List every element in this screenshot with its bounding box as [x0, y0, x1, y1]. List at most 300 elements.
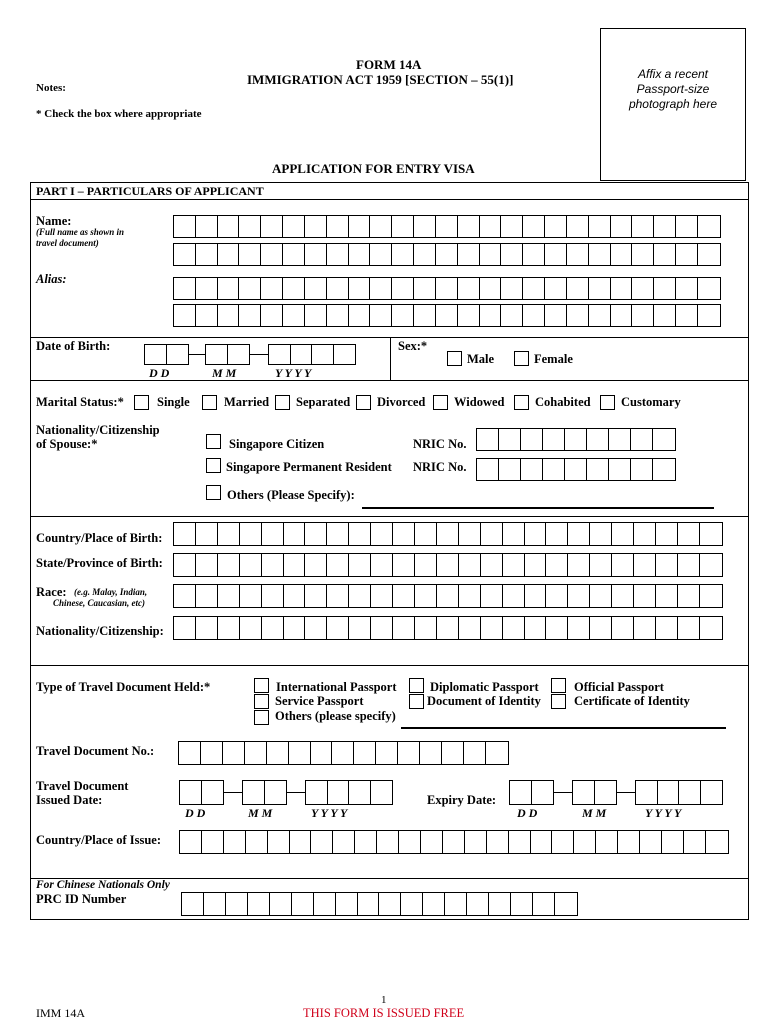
- char-cell[interactable]: [632, 305, 654, 326]
- char-cell[interactable]: [684, 831, 706, 853]
- char-cell[interactable]: [393, 554, 415, 576]
- state-of-birth-field[interactable]: [173, 553, 723, 577]
- char-cell[interactable]: [458, 278, 480, 299]
- char-cell[interactable]: [565, 429, 587, 450]
- spouse-pr-nric-field[interactable]: [476, 458, 676, 481]
- char-cell[interactable]: [224, 831, 246, 853]
- char-cell[interactable]: [567, 244, 589, 265]
- char-cell[interactable]: [174, 523, 196, 545]
- char-cell[interactable]: [270, 893, 292, 915]
- char-cell[interactable]: [634, 585, 656, 607]
- char-cell[interactable]: [700, 585, 722, 607]
- char-cell[interactable]: [587, 459, 609, 480]
- char-cell[interactable]: [437, 617, 459, 639]
- char-cell[interactable]: [568, 585, 590, 607]
- char-cell[interactable]: [145, 345, 167, 364]
- char-cell[interactable]: [393, 585, 415, 607]
- char-cell[interactable]: [196, 244, 218, 265]
- doc-certificate-checkbox[interactable]: [551, 694, 566, 709]
- doc-identity-checkbox[interactable]: [409, 694, 424, 709]
- char-cell[interactable]: [459, 617, 481, 639]
- char-cell[interactable]: [268, 831, 290, 853]
- char-cell[interactable]: [589, 244, 611, 265]
- char-cell[interactable]: [196, 585, 218, 607]
- char-cell[interactable]: [196, 554, 218, 576]
- char-cell[interactable]: [700, 617, 722, 639]
- char-cell[interactable]: [248, 893, 270, 915]
- char-cell[interactable]: [196, 617, 218, 639]
- char-cell[interactable]: [612, 523, 634, 545]
- char-cell[interactable]: [654, 216, 676, 237]
- char-cell[interactable]: [371, 554, 393, 576]
- issued-day-field[interactable]: [179, 780, 224, 805]
- char-cell[interactable]: [545, 244, 567, 265]
- char-cell[interactable]: [377, 831, 399, 853]
- char-cell[interactable]: [503, 617, 525, 639]
- char-cell[interactable]: [334, 345, 356, 364]
- expiry-month-field[interactable]: [572, 780, 617, 805]
- nationality-field[interactable]: [173, 616, 723, 640]
- char-cell[interactable]: [196, 216, 218, 237]
- char-cell[interactable]: [632, 278, 654, 299]
- char-cell[interactable]: [284, 617, 306, 639]
- char-cell[interactable]: [379, 893, 401, 915]
- char-cell[interactable]: [631, 429, 653, 450]
- char-cell[interactable]: [525, 617, 547, 639]
- char-cell[interactable]: [436, 305, 458, 326]
- char-cell[interactable]: [458, 305, 480, 326]
- char-cell[interactable]: [196, 523, 218, 545]
- char-cell[interactable]: [589, 216, 611, 237]
- char-cell[interactable]: [262, 585, 284, 607]
- char-cell[interactable]: [269, 345, 291, 364]
- char-cell[interactable]: [503, 585, 525, 607]
- char-cell[interactable]: [218, 523, 240, 545]
- char-cell[interactable]: [567, 278, 589, 299]
- char-cell[interactable]: [240, 554, 262, 576]
- char-cell[interactable]: [611, 305, 633, 326]
- char-cell[interactable]: [706, 831, 728, 853]
- char-cell[interactable]: [654, 244, 676, 265]
- char-cell[interactable]: [218, 305, 240, 326]
- char-cell[interactable]: [371, 585, 393, 607]
- char-cell[interactable]: [437, 585, 459, 607]
- char-cell[interactable]: [590, 523, 612, 545]
- char-cell[interactable]: [618, 831, 640, 853]
- char-cell[interactable]: [311, 831, 333, 853]
- char-cell[interactable]: [634, 617, 656, 639]
- char-cell[interactable]: [283, 244, 305, 265]
- char-cell[interactable]: [611, 216, 633, 237]
- char-cell[interactable]: [467, 893, 489, 915]
- char-cell[interactable]: [573, 781, 595, 804]
- char-cell[interactable]: [292, 893, 314, 915]
- char-cell[interactable]: [459, 554, 481, 576]
- char-cell[interactable]: [436, 244, 458, 265]
- char-cell[interactable]: [376, 742, 398, 764]
- char-cell[interactable]: [596, 831, 618, 853]
- char-cell[interactable]: [523, 278, 545, 299]
- char-cell[interactable]: [589, 278, 611, 299]
- char-cell[interactable]: [523, 305, 545, 326]
- alias-field-line-2[interactable]: [173, 304, 721, 327]
- char-cell[interactable]: [458, 244, 480, 265]
- char-cell[interactable]: [590, 617, 612, 639]
- char-cell[interactable]: [609, 459, 631, 480]
- marital-married-checkbox[interactable]: [202, 395, 217, 410]
- char-cell[interactable]: [201, 742, 223, 764]
- char-cell[interactable]: [499, 459, 521, 480]
- char-cell[interactable]: [546, 523, 568, 545]
- char-cell[interactable]: [245, 742, 267, 764]
- char-cell[interactable]: [501, 305, 523, 326]
- char-cell[interactable]: [545, 278, 567, 299]
- char-cell[interactable]: [370, 305, 392, 326]
- char-cell[interactable]: [283, 216, 305, 237]
- char-cell[interactable]: [174, 554, 196, 576]
- char-cell[interactable]: [312, 345, 334, 364]
- char-cell[interactable]: [658, 781, 680, 804]
- char-cell[interactable]: [182, 893, 204, 915]
- char-cell[interactable]: [392, 216, 414, 237]
- char-cell[interactable]: [698, 216, 720, 237]
- char-cell[interactable]: [284, 585, 306, 607]
- marital-single-checkbox[interactable]: [134, 395, 149, 410]
- char-cell[interactable]: [656, 523, 678, 545]
- char-cell[interactable]: [239, 278, 261, 299]
- char-cell[interactable]: [437, 523, 459, 545]
- char-cell[interactable]: [458, 216, 480, 237]
- expiry-year-field[interactable]: [635, 780, 723, 805]
- doc-others-checkbox[interactable]: [254, 710, 269, 725]
- char-cell[interactable]: [676, 216, 698, 237]
- char-cell[interactable]: [480, 216, 502, 237]
- marital-divorced-checkbox[interactable]: [356, 395, 371, 410]
- char-cell[interactable]: [612, 585, 634, 607]
- char-cell[interactable]: [525, 585, 547, 607]
- char-cell[interactable]: [609, 429, 631, 450]
- char-cell[interactable]: [415, 523, 437, 545]
- char-cell[interactable]: [355, 831, 377, 853]
- char-cell[interactable]: [477, 459, 499, 480]
- char-cell[interactable]: [327, 244, 349, 265]
- char-cell[interactable]: [284, 554, 306, 576]
- char-cell[interactable]: [545, 216, 567, 237]
- char-cell[interactable]: [174, 216, 196, 237]
- name-field-line-2[interactable]: [173, 243, 721, 266]
- char-cell[interactable]: [261, 305, 283, 326]
- char-cell[interactable]: [196, 278, 218, 299]
- spouse-others-input-line[interactable]: [362, 507, 714, 509]
- char-cell[interactable]: [436, 278, 458, 299]
- char-cell[interactable]: [442, 742, 464, 764]
- char-cell[interactable]: [180, 831, 202, 853]
- char-cell[interactable]: [283, 278, 305, 299]
- char-cell[interactable]: [634, 554, 656, 576]
- char-cell[interactable]: [611, 244, 633, 265]
- char-cell[interactable]: [262, 617, 284, 639]
- char-cell[interactable]: [511, 893, 533, 915]
- char-cell[interactable]: [499, 429, 521, 450]
- char-cell[interactable]: [414, 305, 436, 326]
- char-cell[interactable]: [415, 617, 437, 639]
- marital-cohabited-checkbox[interactable]: [514, 395, 529, 410]
- char-cell[interactable]: [349, 554, 371, 576]
- char-cell[interactable]: [206, 345, 228, 364]
- char-cell[interactable]: [327, 617, 349, 639]
- char-cell[interactable]: [464, 742, 486, 764]
- char-cell[interactable]: [262, 554, 284, 576]
- char-cell[interactable]: [436, 216, 458, 237]
- char-cell[interactable]: [291, 345, 313, 364]
- char-cell[interactable]: [239, 305, 261, 326]
- char-cell[interactable]: [509, 831, 531, 853]
- char-cell[interactable]: [336, 893, 358, 915]
- char-cell[interactable]: [568, 523, 590, 545]
- char-cell[interactable]: [239, 244, 261, 265]
- char-cell[interactable]: [174, 278, 196, 299]
- char-cell[interactable]: [393, 523, 415, 545]
- char-cell[interactable]: [481, 617, 503, 639]
- char-cell[interactable]: [174, 617, 196, 639]
- char-cell[interactable]: [349, 244, 371, 265]
- char-cell[interactable]: [218, 244, 240, 265]
- char-cell[interactable]: [196, 305, 218, 326]
- char-cell[interactable]: [698, 278, 720, 299]
- char-cell[interactable]: [481, 523, 503, 545]
- char-cell[interactable]: [546, 617, 568, 639]
- char-cell[interactable]: [486, 742, 508, 764]
- travel-doc-no-field[interactable]: [178, 741, 509, 765]
- char-cell[interactable]: [532, 781, 554, 804]
- char-cell[interactable]: [218, 617, 240, 639]
- char-cell[interactable]: [567, 216, 589, 237]
- char-cell[interactable]: [305, 305, 327, 326]
- char-cell[interactable]: [327, 216, 349, 237]
- char-cell[interactable]: [653, 429, 675, 450]
- race-field[interactable]: [173, 584, 723, 608]
- char-cell[interactable]: [228, 345, 250, 364]
- char-cell[interactable]: [437, 554, 459, 576]
- expiry-day-field[interactable]: [509, 780, 554, 805]
- char-cell[interactable]: [327, 554, 349, 576]
- char-cell[interactable]: [423, 893, 445, 915]
- char-cell[interactable]: [662, 831, 684, 853]
- dob-year-field[interactable]: [268, 344, 356, 365]
- char-cell[interactable]: [202, 781, 224, 804]
- char-cell[interactable]: [445, 893, 467, 915]
- char-cell[interactable]: [371, 781, 393, 804]
- char-cell[interactable]: [371, 523, 393, 545]
- char-cell[interactable]: [632, 244, 654, 265]
- char-cell[interactable]: [565, 459, 587, 480]
- sex-female-checkbox[interactable]: [514, 351, 529, 366]
- char-cell[interactable]: [654, 278, 676, 299]
- dob-day-field[interactable]: [144, 344, 189, 365]
- char-cell[interactable]: [202, 831, 224, 853]
- char-cell[interactable]: [480, 278, 502, 299]
- char-cell[interactable]: [634, 523, 656, 545]
- sex-male-checkbox[interactable]: [447, 351, 462, 366]
- char-cell[interactable]: [653, 459, 675, 480]
- char-cell[interactable]: [489, 893, 511, 915]
- char-cell[interactable]: [656, 554, 678, 576]
- char-cell[interactable]: [284, 523, 306, 545]
- char-cell[interactable]: [414, 216, 436, 237]
- char-cell[interactable]: [283, 305, 305, 326]
- prc-id-field[interactable]: [181, 892, 578, 916]
- char-cell[interactable]: [480, 244, 502, 265]
- char-cell[interactable]: [218, 585, 240, 607]
- char-cell[interactable]: [204, 893, 226, 915]
- doc-others-input-line[interactable]: [401, 727, 726, 729]
- char-cell[interactable]: [698, 305, 720, 326]
- char-cell[interactable]: [459, 523, 481, 545]
- char-cell[interactable]: [568, 554, 590, 576]
- char-cell[interactable]: [246, 831, 268, 853]
- char-cell[interactable]: [415, 554, 437, 576]
- char-cell[interactable]: [656, 585, 678, 607]
- char-cell[interactable]: [701, 781, 723, 804]
- char-cell[interactable]: [700, 523, 722, 545]
- char-cell[interactable]: [676, 278, 698, 299]
- char-cell[interactable]: [525, 554, 547, 576]
- char-cell[interactable]: [459, 585, 481, 607]
- char-cell[interactable]: [289, 742, 311, 764]
- char-cell[interactable]: [587, 429, 609, 450]
- char-cell[interactable]: [465, 831, 487, 853]
- char-cell[interactable]: [358, 893, 380, 915]
- char-cell[interactable]: [370, 278, 392, 299]
- char-cell[interactable]: [510, 781, 532, 804]
- char-cell[interactable]: [574, 831, 596, 853]
- char-cell[interactable]: [612, 554, 634, 576]
- char-cell[interactable]: [243, 781, 265, 804]
- country-of-birth-field[interactable]: [173, 522, 723, 546]
- marital-customary-checkbox[interactable]: [600, 395, 615, 410]
- char-cell[interactable]: [393, 617, 415, 639]
- char-cell[interactable]: [414, 278, 436, 299]
- char-cell[interactable]: [305, 278, 327, 299]
- char-cell[interactable]: [349, 617, 371, 639]
- spouse-sg-citizen-checkbox[interactable]: [206, 434, 221, 449]
- char-cell[interactable]: [679, 781, 701, 804]
- char-cell[interactable]: [676, 305, 698, 326]
- char-cell[interactable]: [700, 554, 722, 576]
- char-cell[interactable]: [698, 244, 720, 265]
- issued-month-field[interactable]: [242, 780, 287, 805]
- char-cell[interactable]: [265, 781, 287, 804]
- doc-service-checkbox[interactable]: [254, 694, 269, 709]
- char-cell[interactable]: [503, 523, 525, 545]
- char-cell[interactable]: [401, 893, 423, 915]
- char-cell[interactable]: [611, 278, 633, 299]
- char-cell[interactable]: [349, 585, 371, 607]
- char-cell[interactable]: [595, 781, 617, 804]
- char-cell[interactable]: [226, 893, 248, 915]
- char-cell[interactable]: [676, 244, 698, 265]
- char-cell[interactable]: [420, 742, 442, 764]
- char-cell[interactable]: [421, 831, 443, 853]
- doc-official-checkbox[interactable]: [551, 678, 566, 693]
- char-cell[interactable]: [590, 554, 612, 576]
- char-cell[interactable]: [239, 216, 261, 237]
- char-cell[interactable]: [636, 781, 658, 804]
- char-cell[interactable]: [543, 429, 565, 450]
- char-cell[interactable]: [349, 278, 371, 299]
- char-cell[interactable]: [656, 617, 678, 639]
- char-cell[interactable]: [332, 742, 354, 764]
- char-cell[interactable]: [371, 617, 393, 639]
- char-cell[interactable]: [481, 554, 503, 576]
- char-cell[interactable]: [555, 893, 577, 915]
- char-cell[interactable]: [349, 216, 371, 237]
- char-cell[interactable]: [531, 831, 553, 853]
- char-cell[interactable]: [612, 617, 634, 639]
- char-cell[interactable]: [333, 831, 355, 853]
- char-cell[interactable]: [589, 305, 611, 326]
- char-cell[interactable]: [349, 523, 371, 545]
- char-cell[interactable]: [314, 893, 336, 915]
- char-cell[interactable]: [678, 523, 700, 545]
- char-cell[interactable]: [174, 244, 196, 265]
- char-cell[interactable]: [349, 305, 371, 326]
- char-cell[interactable]: [631, 459, 653, 480]
- char-cell[interactable]: [678, 617, 700, 639]
- char-cell[interactable]: [654, 305, 676, 326]
- char-cell[interactable]: [521, 459, 543, 480]
- char-cell[interactable]: [525, 523, 547, 545]
- char-cell[interactable]: [240, 617, 262, 639]
- char-cell[interactable]: [218, 554, 240, 576]
- char-cell[interactable]: [174, 305, 196, 326]
- char-cell[interactable]: [267, 742, 289, 764]
- char-cell[interactable]: [546, 554, 568, 576]
- char-cell[interactable]: [545, 305, 567, 326]
- char-cell[interactable]: [327, 523, 349, 545]
- char-cell[interactable]: [174, 585, 196, 607]
- char-cell[interactable]: [640, 831, 662, 853]
- spouse-citizen-nric-field[interactable]: [476, 428, 676, 451]
- dob-month-field[interactable]: [205, 344, 250, 365]
- char-cell[interactable]: [349, 781, 371, 804]
- char-cell[interactable]: [481, 585, 503, 607]
- char-cell[interactable]: [218, 216, 240, 237]
- char-cell[interactable]: [501, 244, 523, 265]
- char-cell[interactable]: [392, 244, 414, 265]
- char-cell[interactable]: [306, 781, 328, 804]
- char-cell[interactable]: [552, 831, 574, 853]
- char-cell[interactable]: [327, 305, 349, 326]
- char-cell[interactable]: [480, 305, 502, 326]
- doc-diplomatic-checkbox[interactable]: [409, 678, 424, 693]
- char-cell[interactable]: [261, 244, 283, 265]
- char-cell[interactable]: [415, 585, 437, 607]
- char-cell[interactable]: [167, 345, 189, 364]
- char-cell[interactable]: [305, 244, 327, 265]
- char-cell[interactable]: [262, 523, 284, 545]
- char-cell[interactable]: [392, 278, 414, 299]
- char-cell[interactable]: [568, 617, 590, 639]
- char-cell[interactable]: [305, 216, 327, 237]
- char-cell[interactable]: [327, 585, 349, 607]
- char-cell[interactable]: [354, 742, 376, 764]
- char-cell[interactable]: [477, 429, 499, 450]
- spouse-sg-pr-checkbox[interactable]: [206, 458, 221, 473]
- char-cell[interactable]: [290, 831, 312, 853]
- char-cell[interactable]: [327, 278, 349, 299]
- issued-year-field[interactable]: [305, 780, 393, 805]
